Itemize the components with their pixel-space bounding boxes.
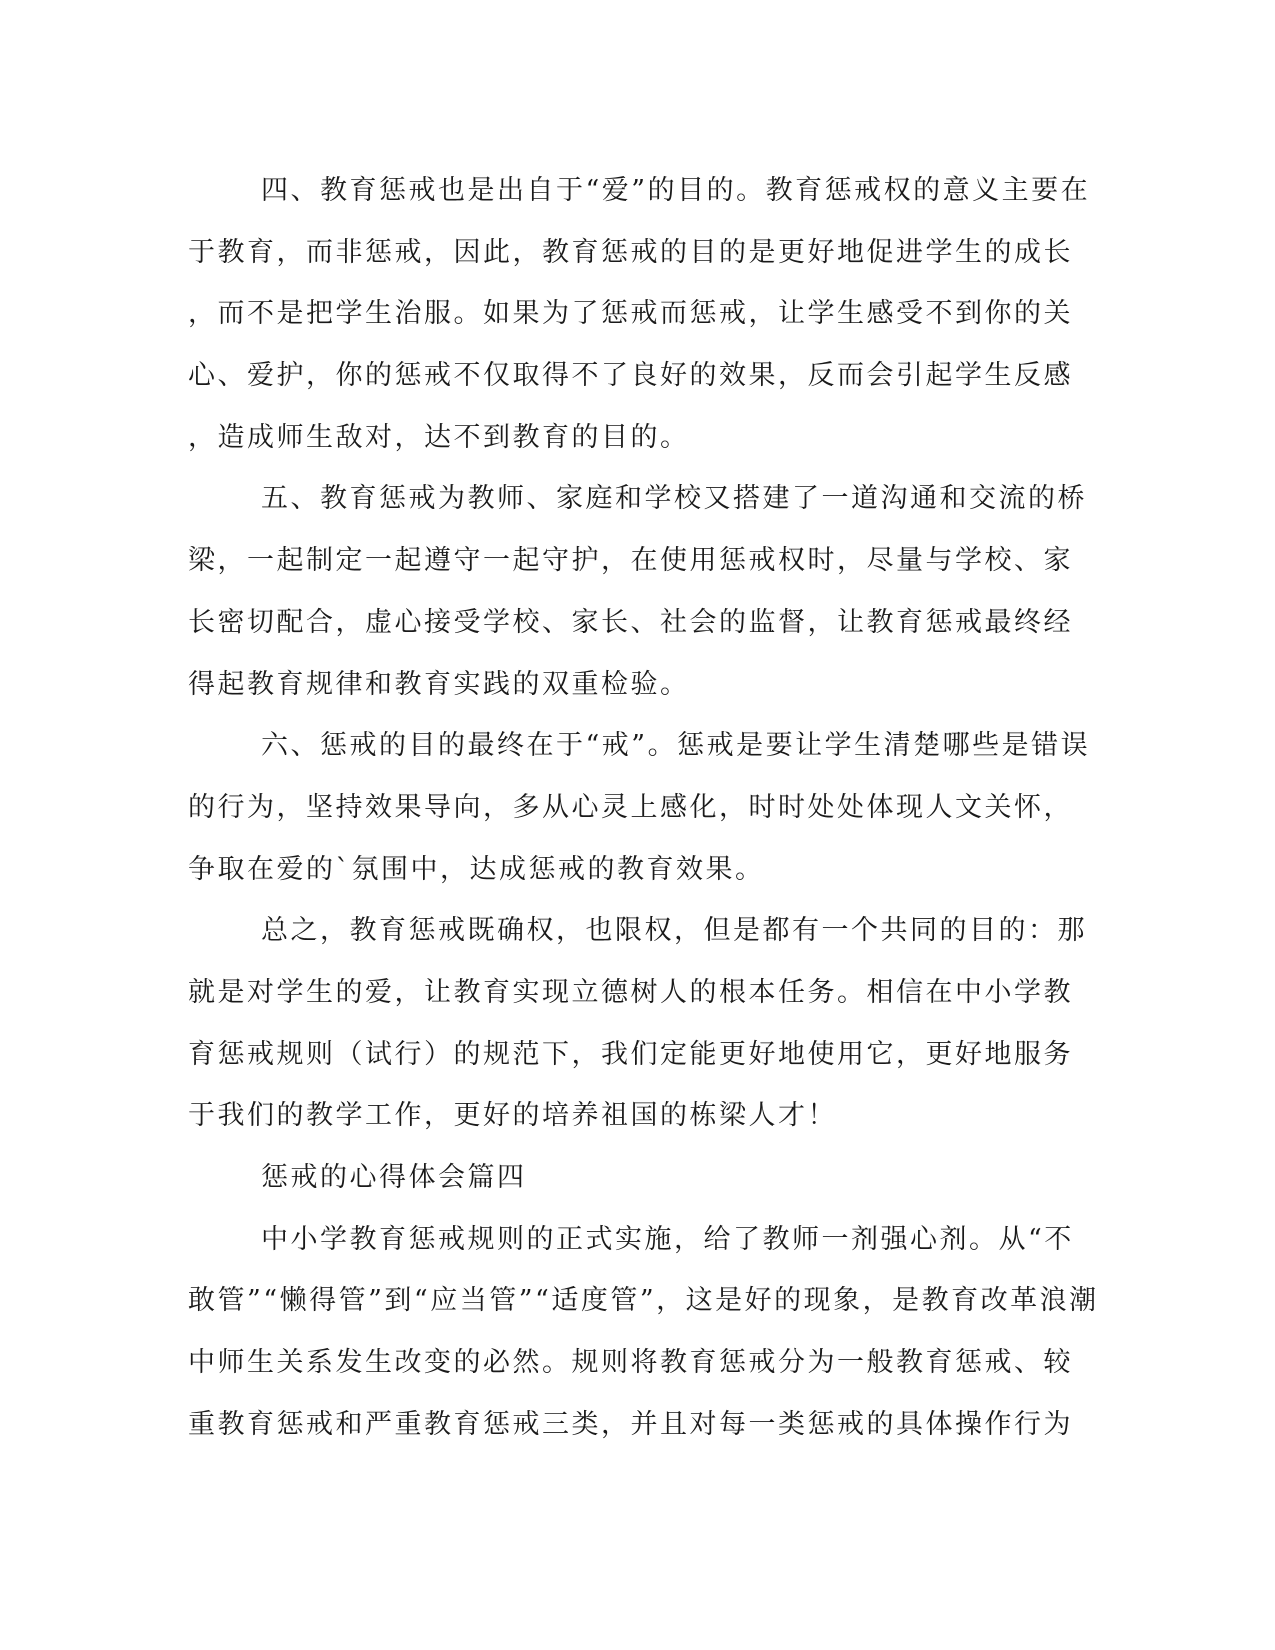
paragraph-6-line: 六、惩戒的目的最终在于“戒”。惩戒是要让学生清楚哪些是错误 [261, 730, 1091, 762]
paragraph-5-line: 五、教育惩戒为教师、家庭和学校又搭建了一道沟通和交流的桥 [261, 483, 1087, 515]
paragraph-5-line: 长密切配合，虚心接受学校、家长、社会的监督，让教育惩戒最终经 [188, 606, 1073, 638]
section-4-paragraph-line: 中师生关系发生改变的必然。规则将教育惩戒分为一般教育惩戒、较 [188, 1347, 1073, 1379]
summary-paragraph-line: 育惩戒规则（试行）的规范下，我们定能更好地使用它，更好地服务 [188, 1038, 1073, 1070]
section-heading: 惩戒的心得体会篇四 [261, 1162, 527, 1193]
paragraph-5-line: 得起教育规律和教育实践的双重检验。 [188, 668, 690, 700]
paragraph-4-line: 心、爱护，你的惩戒不仅取得不了良好的效果，反而会引起学生反感 [188, 360, 1073, 392]
section-4-paragraph-line: 中小学教育惩戒规则的正式实施，给了教师一剂强心剂。从“不 [261, 1223, 1074, 1255]
paragraph-4-line: 于教育，而非惩戒，因此，教育惩戒的目的是更好地促进学生的成长 [188, 236, 1073, 268]
section-4-paragraph-line: 敢管”“懒得管”到“应当管”“适度管”，这是好的现象，是教育改革浪潮 [188, 1285, 1099, 1317]
paragraph-6-line: 争取在爱的`氛围中，达成惩戒的教育效果。 [188, 853, 765, 885]
paragraph-4-line: ，而不是把学生治服。如果为了惩戒而惩戒，让学生感受不到你的关 [188, 298, 1073, 330]
paragraph-4-line: ，造成师生敌对，达不到教育的目的。 [188, 421, 690, 453]
summary-paragraph-line: 于我们的教学工作，更好的培养祖国的栋梁人才！ [188, 1100, 837, 1132]
paragraph-6-line: 的行为，坚持效果导向，多从心灵上感化，时时处处体现人文关怀， [188, 791, 1073, 823]
summary-paragraph-line: 总之，教育惩戒既确权，也限权，但是都有一个共同的目的：那 [261, 915, 1087, 947]
paragraph-4-line: 四、教育惩戒也是出自于“爱”的目的。教育惩戒权的意义主要在 [261, 175, 1091, 206]
section-4-paragraph-line: 重教育惩戒和严重教育惩戒三类，并且对每一类惩戒的具体操作行为 [188, 1408, 1073, 1440]
paragraph-5-line: 梁，一起制定一起遵守一起守护，在使用惩戒权时，尽量与学校、家 [188, 545, 1073, 577]
document-body [188, 160, 1099, 1455]
summary-paragraph-line: 就是对学生的爱，让教育实现立德树人的根本任务。相信在中小学教 [188, 976, 1073, 1008]
